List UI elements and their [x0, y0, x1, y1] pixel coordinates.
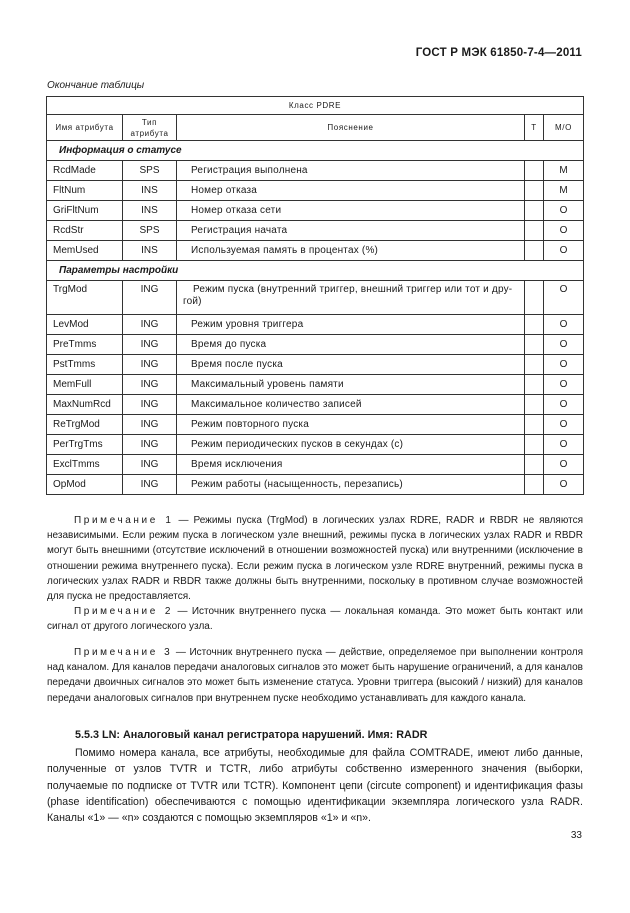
cell-desc — [177, 281, 525, 315]
cell-mo: M — [544, 181, 584, 201]
cell-type: ING — [123, 455, 177, 475]
table-header-row — [47, 115, 584, 141]
cell-desc-line2: гой) — [183, 296, 202, 307]
cell-t — [525, 241, 544, 261]
cell-desc: Используемая память в процентах (%) — [177, 241, 525, 261]
cell-type: ING — [123, 335, 177, 355]
col-header-t: T — [525, 115, 544, 141]
cell-name: GriFltNum — [47, 201, 123, 221]
cell-mo: O — [544, 201, 584, 221]
table-row — [47, 315, 584, 335]
cell-name: LevMod — [47, 315, 123, 335]
cell-desc: Номер отказа — [177, 181, 525, 201]
cell-t — [525, 161, 544, 181]
cell-desc: Максимальный уровень памяти — [177, 375, 525, 395]
cell-mo: O — [544, 355, 584, 375]
cell-mo: O — [544, 281, 584, 315]
table-row — [47, 335, 584, 355]
cell-t — [525, 281, 544, 315]
table-row — [47, 475, 584, 495]
note-text: — Источник внутреннего пуска — действие, определяемое при выполнении контроля над каналом. Для каналов передачи аналоговых сигналов это может быть нарушение ограничений, а для каналов передачи двоичных сигналов это может быть изменение статуса. Уровни триггера (высокий / низкий) для каналов передачи аналоговых сигналов при внутреннем пуске необходимо устанавливать для каждого канала. — [47, 647, 584, 704]
note-text: — Режимы пуска (TrgMod) в логических узлах RDRE, RADR и RBDR не являются независимыми. Если режим пуска в логическом узле внешний, режимы пуска в логических узлах RADR и RBDR могут быть внешними (отсутствие исключений в отношении возможностей пуска) или внутренними (исключение в отношении режима внутреннего пуска). Если режим пуска в логическом узле RDRE внутренний, режимы пуска в логических узлах RADR и RBDR также должны быть внутренними, поскольку в противном случае возможностей для пуска не предоставляется. — [47, 515, 584, 603]
table-row — [47, 241, 584, 261]
cell-t — [525, 221, 544, 241]
cell-t — [525, 335, 544, 355]
cell-mo: O — [544, 221, 584, 241]
table-row — [47, 435, 584, 455]
table-class-row — [47, 97, 584, 115]
cell-type: ING — [123, 355, 177, 375]
cell-type: ING — [123, 435, 177, 455]
cell-t — [525, 355, 544, 375]
note-1 — [47, 513, 583, 604]
cell-type: INS — [123, 241, 177, 261]
cell-type: ING — [123, 475, 177, 495]
cell-type: ING — [123, 415, 177, 435]
table-row — [47, 415, 584, 435]
section-row-status — [47, 141, 584, 161]
cell-mo: O — [544, 435, 584, 455]
cell-desc: Время исключения — [177, 455, 525, 475]
attribute-table — [46, 96, 584, 495]
cell-desc: Номер отказа сети — [177, 201, 525, 221]
cell-name: MemUsed — [47, 241, 123, 261]
cell-name: TrgMod — [47, 281, 123, 315]
cell-mo: O — [544, 375, 584, 395]
cell-name: ReTrgMod — [47, 415, 123, 435]
cell-type: SPS — [123, 221, 177, 241]
cell-desc: Режим уровня триггера — [177, 315, 525, 335]
cell-t — [525, 455, 544, 475]
class-label: Класс PDRE — [47, 97, 584, 115]
page-number: 33 — [570, 830, 582, 841]
cell-desc-line1: Режим пуска (внутренний триггер, внешний триггер или тот и дру- — [193, 284, 513, 295]
cell-mo: M — [544, 161, 584, 181]
cell-t — [525, 435, 544, 455]
cell-name: RcdMade — [47, 161, 123, 181]
cell-type: INS — [123, 201, 177, 221]
cell-mo: O — [544, 335, 584, 355]
cell-desc: Режим работы (насыщенность, перезапись) — [177, 475, 525, 495]
cell-type: ING — [123, 281, 177, 315]
cell-t — [525, 315, 544, 335]
table-row — [47, 375, 584, 395]
col-header-type: Тип атрибута — [123, 115, 177, 141]
cell-desc: Регистрация начата — [177, 221, 525, 241]
cell-desc: Регистрация выполнена — [177, 161, 525, 181]
note-3 — [47, 645, 583, 706]
note-text: — Источник внутреннего пуска — локальная команда. Это может быть контакт или сигнал от другого логического узла. — [47, 606, 583, 633]
cell-desc: Время после пуска — [177, 355, 525, 375]
table-row — [47, 281, 584, 315]
cell-t — [525, 415, 544, 435]
cell-name: PerTrgTms — [47, 435, 123, 455]
table-row — [47, 355, 584, 375]
col-header-name: Имя атрибута — [47, 115, 123, 141]
cell-name: OpMod — [47, 475, 123, 495]
cell-t — [525, 395, 544, 415]
table-row — [47, 181, 584, 201]
section-heading: 5.5.3 LN: Аналоговый канал регистратора нарушений. Имя: RADR — [75, 729, 428, 741]
cell-desc: Время до пуска — [177, 335, 525, 355]
table-row — [47, 161, 584, 181]
section-title: Информация о статусе — [47, 141, 584, 161]
document-header: ГОСТ Р МЭК 61850-7-4—2011 — [415, 47, 582, 59]
cell-t — [525, 181, 544, 201]
note-label: Примечание 2 — [74, 606, 174, 617]
cell-name: RcdStr — [47, 221, 123, 241]
table-row — [47, 221, 584, 241]
col-header-desc: Пояснение — [177, 115, 525, 141]
cell-type: ING — [123, 375, 177, 395]
cell-t — [525, 375, 544, 395]
cell-desc: Режим периодических пусков в секундах (с) — [177, 435, 525, 455]
note-label: Примечание 1 — [74, 515, 174, 526]
cell-mo: O — [544, 395, 584, 415]
section-title: Параметры настройки — [47, 261, 584, 281]
note-2 — [47, 604, 583, 634]
cell-name: MemFull — [47, 375, 123, 395]
table-row — [47, 395, 584, 415]
cell-mo: O — [544, 241, 584, 261]
cell-mo: O — [544, 475, 584, 495]
section-body: Помимо номера канала, все атрибуты, необходимые для файла COMTRADE, имеют либо данные, полученные от узлов TVTR и TCTR, либо атрибуты собственно измеренного значения (выборки, получаемые по подписке от TVTR или TCTR). Компонент цепи (circute component) и идентификация фазы (phase identification) обеспечиваются с помощью идентификации экземпляра логического узла RADR. Каналы «1» — «n» создаются с помощью экземпляров «1» и «n». — [47, 747, 583, 825]
cell-mo: O — [544, 455, 584, 475]
cell-type: ING — [123, 395, 177, 415]
col-header-mo: M/O — [544, 115, 584, 141]
cell-type: ING — [123, 315, 177, 335]
cell-t — [525, 475, 544, 495]
cell-name: FltNum — [47, 181, 123, 201]
cell-name: ExclTmms — [47, 455, 123, 475]
cell-mo: O — [544, 315, 584, 335]
table-row — [47, 455, 584, 475]
cell-type: SPS — [123, 161, 177, 181]
cell-name: MaxNumRcd — [47, 395, 123, 415]
cell-name: PstTmms — [47, 355, 123, 375]
note-label: Примечание 3 — [74, 647, 173, 658]
table-row — [47, 201, 584, 221]
section-row-settings — [47, 261, 584, 281]
cell-type: INS — [123, 181, 177, 201]
cell-desc: Максимальное количество записей — [177, 395, 525, 415]
cell-mo: O — [544, 415, 584, 435]
table-caption: Окончание таблицы — [47, 80, 145, 91]
cell-desc: Режим повторного пуска — [177, 415, 525, 435]
cell-name: PreTmms — [47, 335, 123, 355]
cell-t — [525, 201, 544, 221]
